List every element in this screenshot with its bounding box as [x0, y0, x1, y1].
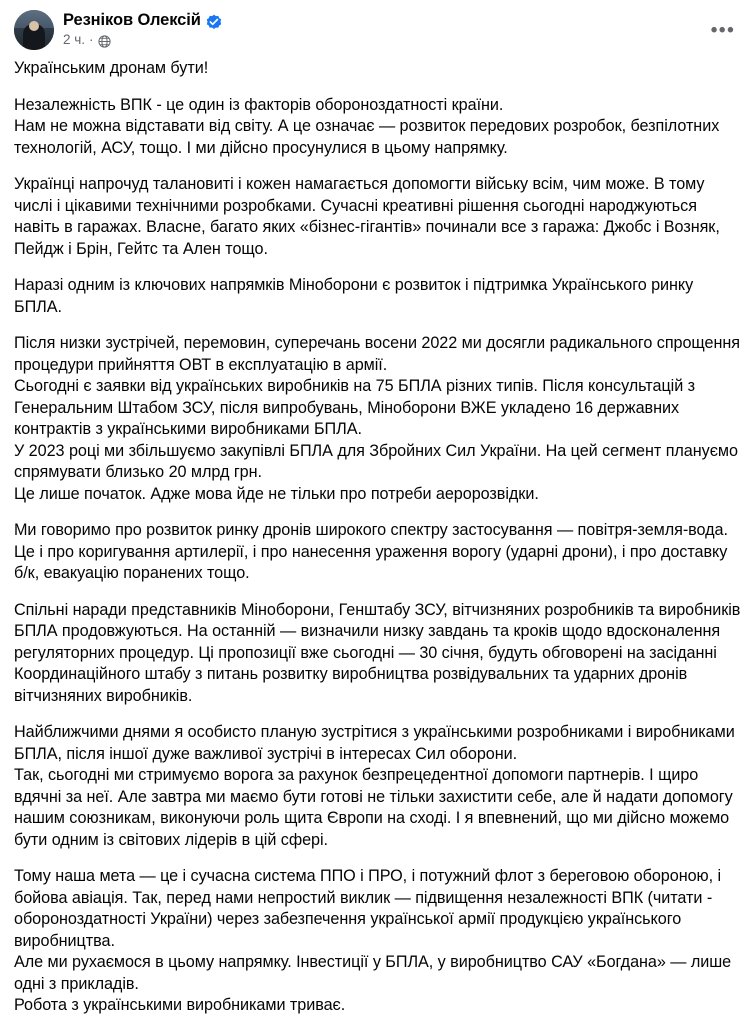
post-paragraph: Так, сьогодні ми стримуємо ворога за рахунок безпрецедентної допомоги партнерів. І щиро вдячні за неї. Але завтра ми маємо бути готові не тільки захистити себе, але й надати допомогу нашим союзникам, виконуючи роль щита Європи на сході. І я впевнений, що ми дійсно можемо бути одним із світових лідерів в цій сфері. [14, 766, 733, 849]
post-meta-row [63, 32, 222, 48]
verified-badge-icon [206, 14, 222, 30]
meta-separator: · [89, 32, 94, 47]
post-options-menu-label: ••• [710, 20, 736, 41]
post-paragraph: Після низки зустрічей, перемовин, суперечань восени 2022 ми досягли радикального спрощення процедури прийняття ОВТ в експлуатацію в армії. [14, 334, 740, 374]
post-timestamp[interactable]: 2 ч. [63, 32, 86, 47]
post-paragraph: Це і про коригування артилерії, і про нанесення ураження ворогу (ударні дрони), і про доставку б/к, евакуацію поранених тощо. [14, 542, 728, 582]
post-header-text [63, 10, 222, 48]
post-options-menu-icon[interactable] [706, 14, 740, 48]
post-paragraph: Робота з українськими виробниками триває. [14, 996, 346, 1014]
post-paragraph: Найближчими днями я особисто планую зустрітися з українськими розробниками і виробниками БПЛА, після іншої дуже важливої зустрічі в інтересах Сил оборони. [14, 723, 735, 763]
post-paragraph: Ми говоримо про розвиток ринку дронів широкого спектру застосування — повітря-земля-вода. [14, 521, 728, 539]
avatar[interactable] [14, 10, 54, 50]
author-row [63, 11, 222, 30]
avatar-person-head [29, 21, 39, 31]
post-paragraph: Наразі одним із ключових напрямків Міноборони є розвиток і підтримка Українського ринку БПЛА. [14, 276, 694, 316]
post-paragraph: Українським дронам бути! [14, 59, 209, 77]
post-paragraph: Сьогодні є заявки від українських виробників на 75 БПЛА різних типів. Після консультацій з Генеральним Штабом ЗСУ, після випробувань, Міноборони ВЖЕ укладено 16 державних контрактів з українськими виробниками БПЛА. [14, 377, 696, 438]
post-paragraph: У 2023 році ми збільшуємо закупівлі БПЛА для Збройних Сил України. На цей сегмент плануємо спрямувати близько 20 млрд грн. [14, 441, 738, 481]
post-header [14, 8, 742, 56]
post-paragraph: Незалежність ВПК - це один із факторів обороноздатності країни. [14, 95, 504, 114]
post-paragraph: Спільні наради представників Міноборони, Генштабу ЗСУ, вітчизняних розробників та виробників БПЛА продовжуються. На останній — визначили низку завдань та кроків щодо вдосконалення регуляторних процедур. Ці пропозиції вже сьогодні — 30 січня, будуть обговорені на засіданні Координаційного штабу з питань розвитку виробництва розвідувальних та ударних дронів вітчизняних виробників. [14, 600, 741, 705]
author-name[interactable]: Резніков Олексій [63, 11, 201, 29]
post-paragraph: Українці напрочуд талановиті і кожен намагається допомогти війську всім, чим може. В тому числі і цікавими технічними розробками. Сучасні креативні рішення сьогодні народжуються навіть в гаражах. Власне, багато яких «бізнес-гігантів» починали все з гаража: Джобс і Возняк, Пейдж і Брін, Гейтс та Ален тощо. [14, 175, 720, 258]
post-paragraph: Але ми рухаємося в цьому напрямку. Інвестиції у БПЛА, у виробництво САУ «Богдана» — лише одні з прикладів. [14, 953, 732, 993]
post-paragraph: Нам не можна відставати від світу. А це означає — розвиток передових розробок, безпілотних технологій, АСУ, тощо. І ми дійсно просунулися в цьому напрямку. [14, 117, 720, 157]
globe-icon[interactable] [98, 35, 111, 48]
post-paragraph: Це лише початок. Адже мова йде не тільки про потреби аеророзвідки. [14, 484, 539, 503]
post-text-body [14, 56, 742, 1017]
post-paragraph: Тому наша мета — це і сучасна система ППО і ПРО, і потужний флот з береговою обороною, і бойова авіація. Так, перед нами непростий виклик — підвищення незалежності ВПК (читати - обороноздатності України) через забезпечення української армії продукцією українського виробництва. [14, 867, 722, 950]
